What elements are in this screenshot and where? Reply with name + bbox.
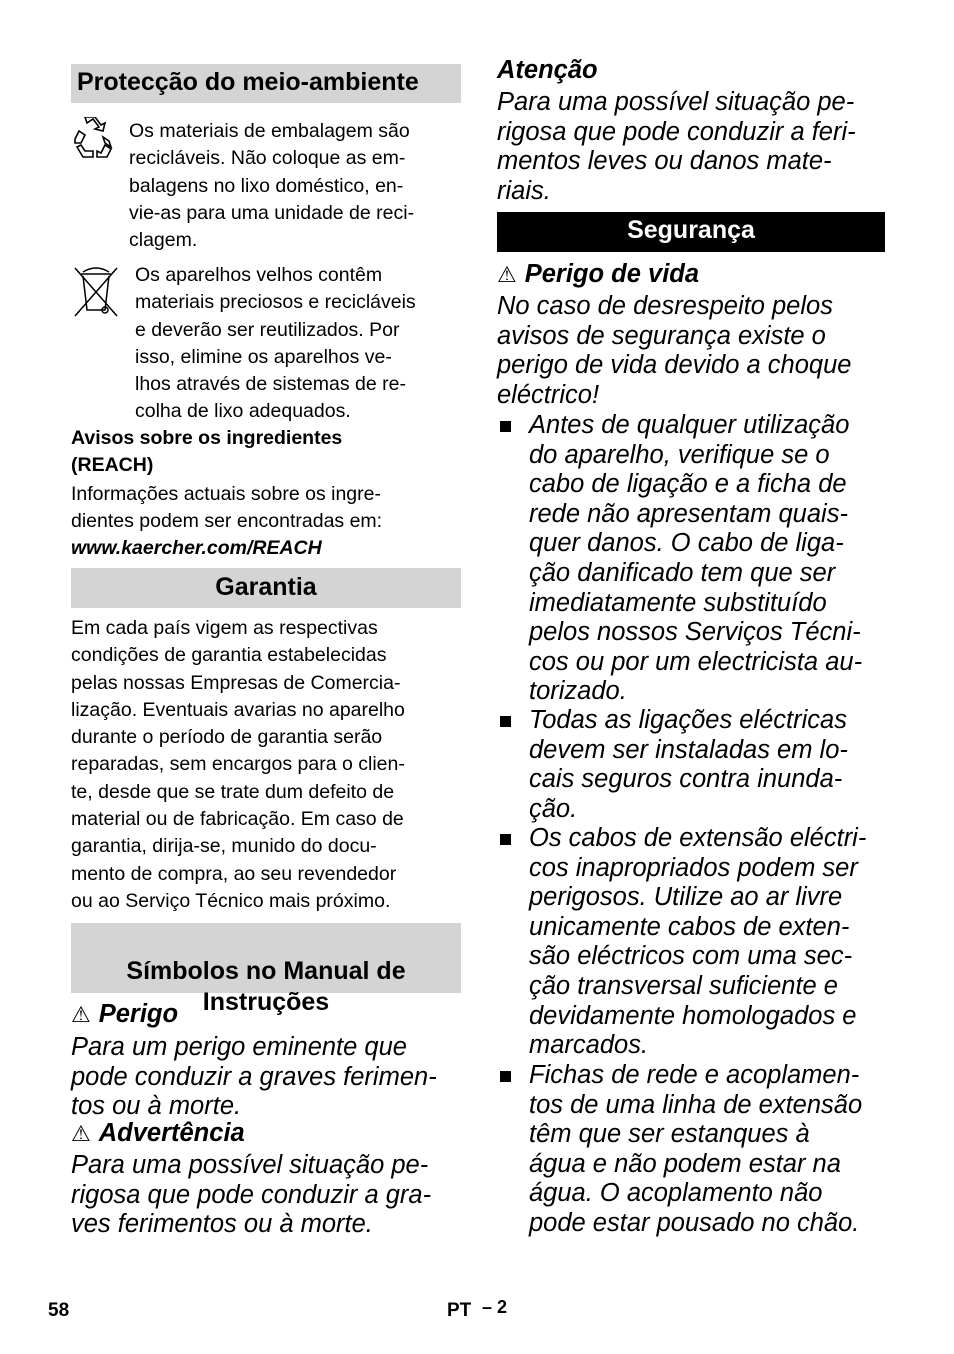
warning-triangle-icon: ⚠ — [71, 1121, 91, 1146]
atencao-text: Para uma possível situação pe- rigosa que pode conduzir a feri- mentos leves ou danos mate- riais. — [497, 88, 856, 205]
perigo-title-text: Perigo — [98, 1000, 179, 1028]
footer-sub-page: – 2 — [482, 1297, 508, 1317]
reach-heading: Avisos sobre os ingredientes (REACH) — [71, 427, 343, 477]
page-number: 58 — [48, 1300, 70, 1321]
bullet-marker — [500, 716, 511, 727]
heading-text: Protecção do meio-ambiente — [77, 68, 419, 96]
heading-text: Segurança — [627, 216, 755, 244]
heading-text: Garantia — [215, 573, 317, 601]
perigo-text: Para um perigo eminente que pode conduzir a graves ferimen- tos ou à morte. — [71, 1033, 437, 1121]
safety-bullet-4: Fichas de rede e acoplamen- tos de uma linha de extensão têm que ser estanques à água e não podem estar na água. O acoplamento não pode estar pousado no chão. — [529, 1061, 863, 1237]
recycle-icon — [73, 117, 113, 161]
advertencia-title — [71, 1119, 245, 1149]
safety-bullet-3: Os cabos de extensão eléctri- cos inapropriados podem ser perigosos. Utilize ao ar livre unicamente cabos de exten- são eléctricos com uma sec- ção transversal suficiente e devidamente homologados e marcados. — [529, 824, 867, 1060]
section-heading-environment — [71, 64, 461, 103]
bullet-marker — [500, 1071, 511, 1082]
warranty-text: Em cada país vigem as respectivas condições de garantia estabelecidas pelas nossas Empresas de Comercia- lização. Eventuais avarias no aparelho durante o período de garantia serão reparadas, sem encargos para o clien- te, desde que se trate dum defeito de material ou de fabricação. Em caso de garantia, dirija-se, munido do docu- mento de compra, ao seu revendedor ou ao Serviço Técnico mais próximo. — [71, 617, 405, 912]
footer-language: PT — [447, 1300, 472, 1321]
heading-text: Símbolos no Manual de Instruções — [126, 957, 406, 1016]
section-heading-safety — [497, 212, 885, 252]
advertencia-title-text: Advertência — [98, 1119, 245, 1147]
reach-link[interactable]: www.kaercher.com/REACH — [71, 537, 322, 559]
section-heading-warranty — [71, 568, 461, 608]
safety-bullet-2: Todas as ligações eléctricas devem ser instaladas em lo- cais seguros contra inunda- ção. — [529, 706, 848, 823]
bullet-marker — [500, 421, 511, 432]
warning-triangle-icon: ⚠ — [71, 1002, 91, 1027]
safety-bullet-1: Antes de qualquer utilização do aparelho, verifique se o cabo de ligação e a ficha de rede não apresentam quais- quer danos. O cabo de liga- ção danificado tem que ser imediatamente substituído pelos nossos Serviços Técni- cos ou por um electricista au- torizado. — [529, 411, 863, 706]
reach-text: Informações actuais sobre os ingre- dientes podem ser encontradas em: — [71, 483, 383, 533]
recycle-text: Os materiais de embalagem são recicláveis. Não coloque as em- balagens no lixo doméstico, en- vie-as para uma unidade de reci- clagem. — [129, 120, 415, 252]
perigo-title — [71, 1000, 178, 1030]
danger-text: No caso de desrespeito pelos avisos de segurança existe o perigo de vida devido a choque eléctrico! — [497, 292, 852, 409]
danger-title — [497, 260, 699, 290]
danger-title-text: Perigo de vida — [524, 260, 700, 288]
warning-triangle-icon: ⚠ — [497, 262, 517, 287]
crossed-bin-icon — [73, 264, 119, 318]
advertencia-text: Para uma possível situação pe- rigosa que pode conduzir a gra- ves ferimentos ou à morte. — [71, 1151, 432, 1239]
weee-text: Os aparelhos velhos contêm materiais preciosos e recicláveis e deverão ser reutilizados. Por isso, elimine os aparelhos ve- lhos através de sistemas de re- colha de lixo adequados. — [135, 264, 416, 423]
atencao-title: Atenção — [497, 56, 598, 84]
bullet-marker — [500, 834, 511, 845]
